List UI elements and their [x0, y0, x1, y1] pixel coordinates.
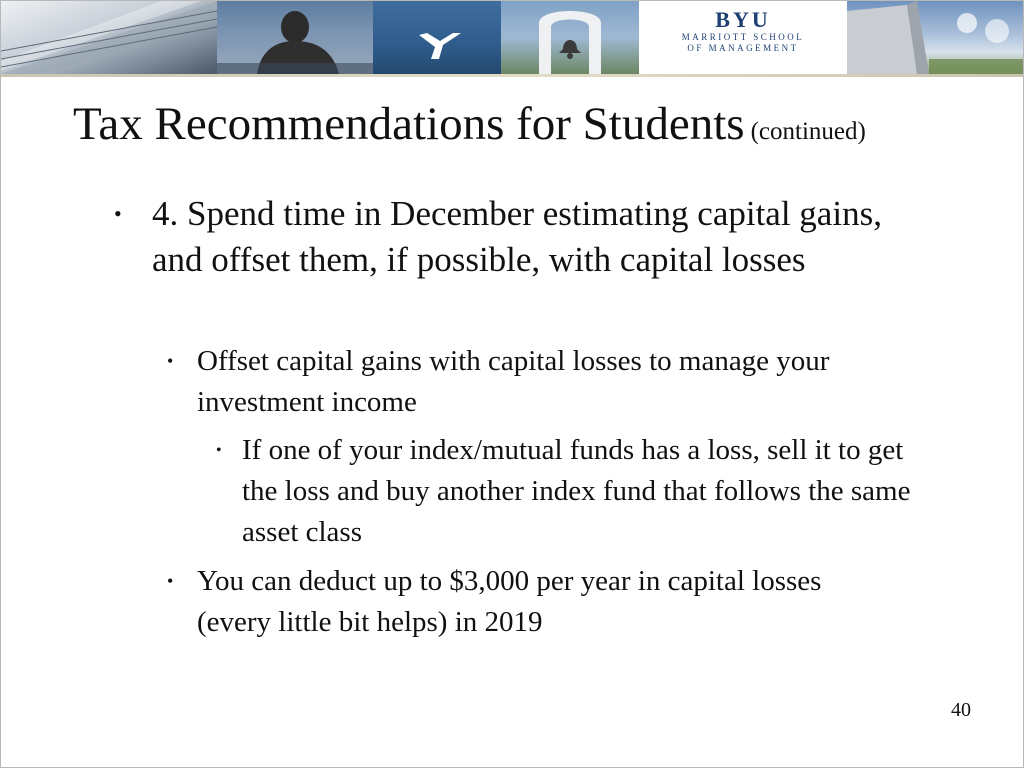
y-logo-graphic: [373, 1, 501, 74]
banner-photo-statue: [217, 1, 373, 74]
campus-building-graphic: [847, 1, 1023, 74]
banner-photo-y-mountain: [373, 1, 501, 74]
banner-divider: [1, 74, 1023, 77]
byu-marriott-logo: [639, 1, 847, 74]
page-number: 40: [951, 699, 971, 721]
title-text: Tax Recommendations for Students: [73, 98, 745, 150]
building-lines-graphic: [1, 1, 217, 74]
banner-photo-bell-tower: [501, 1, 639, 74]
statue-silhouette-graphic: [217, 1, 373, 74]
bullet-marker: •: [167, 351, 174, 371]
bullet-level-1: [114, 191, 922, 283]
bullet-marker: •: [167, 571, 174, 591]
bullet-text: You can deduct up to $3,000 per year in capital losses (every little bit helps) in 2019: [197, 565, 822, 638]
slide-title: [73, 98, 866, 150]
bullet-level-3: [216, 430, 922, 553]
bullet-text: Offset capital gains with capital losses to manage your investment income: [197, 345, 830, 418]
bullet-marker: •: [216, 442, 222, 459]
bullet-level-2: [167, 341, 897, 423]
title-suffix: (continued): [750, 118, 866, 145]
banner-photo-campus: [847, 1, 1023, 74]
bullet-text: 4. Spend time in December estimating capital gains, and offset them, if possible, with capital losses: [152, 194, 882, 279]
bullet-marker: •: [114, 201, 122, 226]
logo-line-1: MARRIOTT SCHOOL: [681, 32, 805, 42]
logo-byu: BYU: [715, 7, 771, 32]
banner-photo-building: [1, 1, 217, 74]
bell-tower-graphic: [501, 1, 639, 74]
bullet-level-2: [167, 561, 897, 643]
header-banner: [1, 1, 1023, 77]
logo-line-2: OF MANAGEMENT: [687, 43, 799, 53]
bullet-text: If one of your index/mutual funds has a loss, sell it to get the loss and buy another index fund that follows the same asset class: [242, 434, 911, 548]
